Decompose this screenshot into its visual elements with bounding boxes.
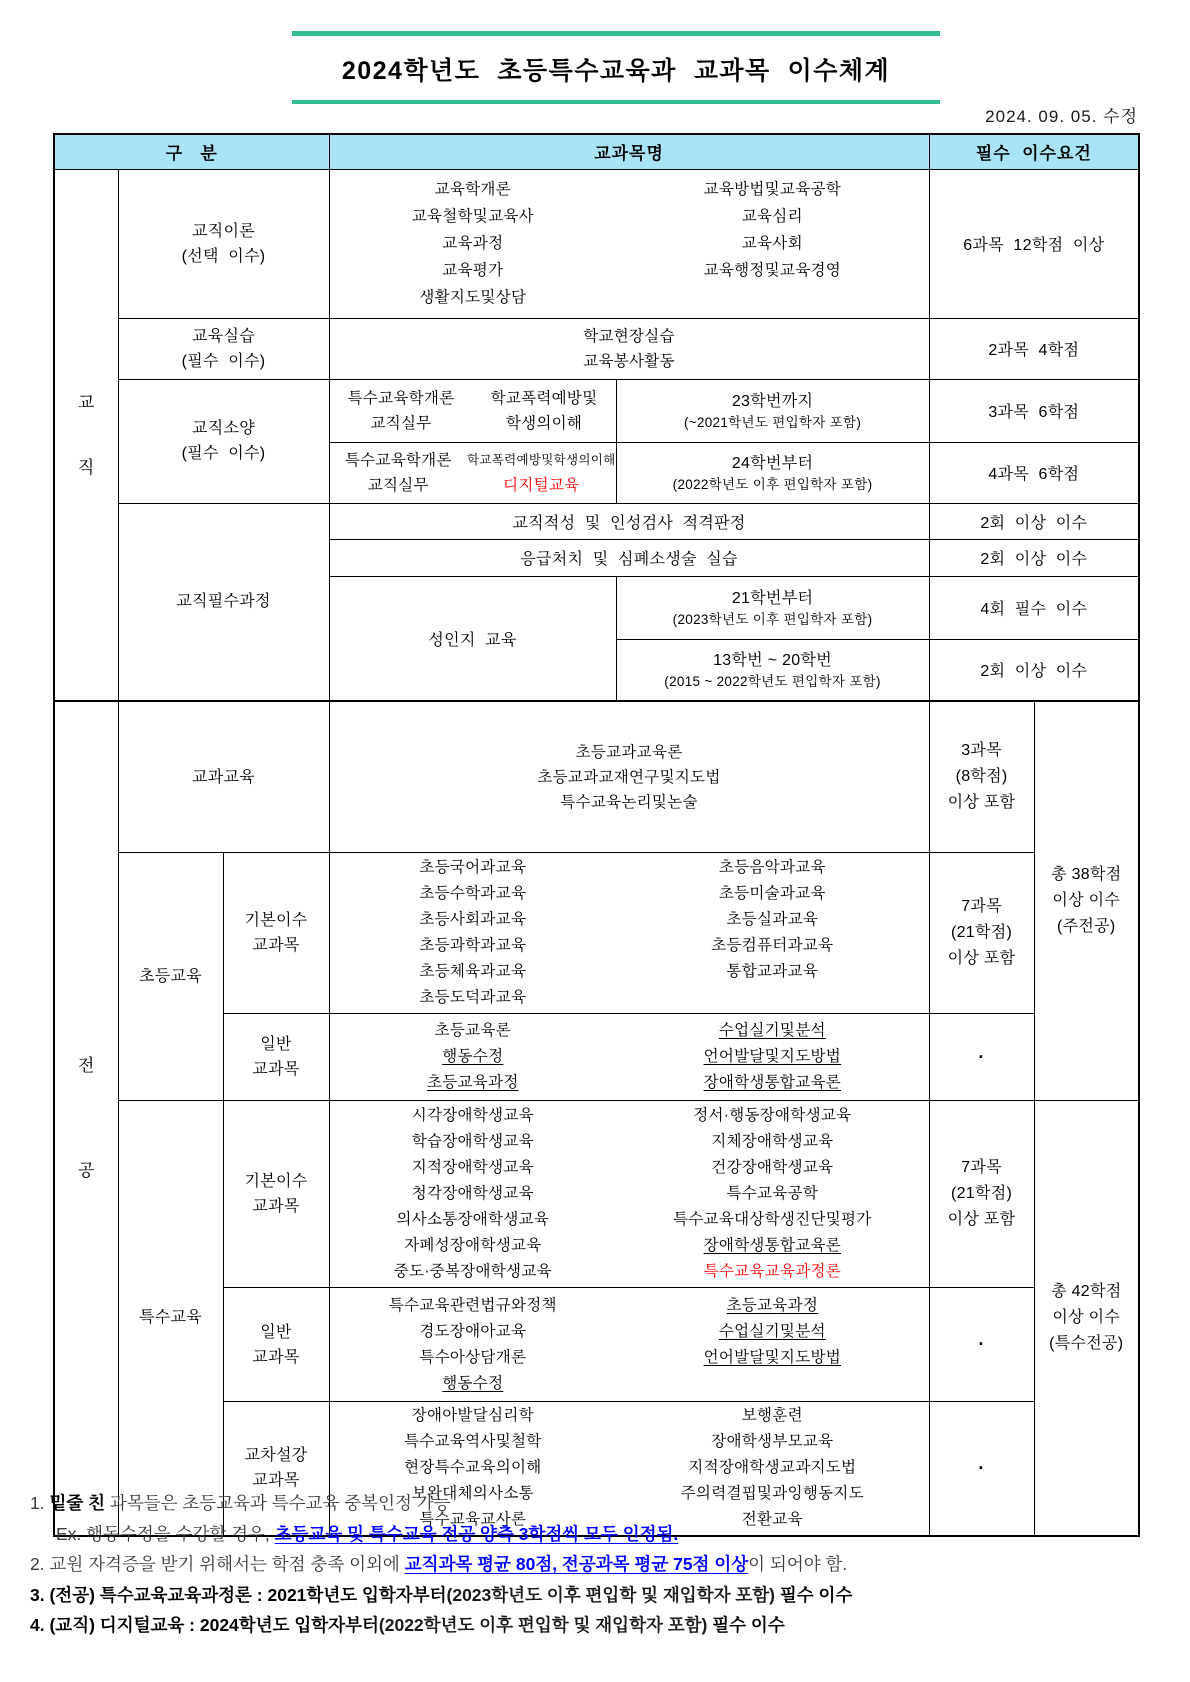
- text-line: 초등사회과교육: [419, 911, 527, 928]
- text-line: 언어발달및지도방법: [703, 1048, 842, 1065]
- text-line: 학교현장실습: [583, 327, 675, 345]
- cell-chodeung-basic-req: [929, 853, 1034, 1014]
- text-line: 교직실무: [367, 476, 429, 494]
- cell-chodeung-general-courses: [329, 1014, 929, 1101]
- text-line: 중도·중복장애학생교육: [393, 1263, 552, 1280]
- cell-cross-req: ·: [929, 1402, 1034, 1536]
- text-line: (특수전공): [1049, 1334, 1124, 1352]
- course-list-left: [330, 1103, 617, 1285]
- text-line: 교육사회: [741, 235, 803, 252]
- note-1: 1. 밑줄 친 과목들은 초등교육과 특수교육 중복인정 가능: [30, 1493, 451, 1513]
- text-line: 이상 포함: [947, 1211, 1016, 1228]
- cell-gender-course: 성인지 교육: [329, 576, 616, 701]
- text-line: 생활지도및상담: [419, 289, 527, 306]
- course-list-left: [330, 855, 617, 1011]
- text-line: 초등교육과정: [426, 1074, 519, 1091]
- curriculum-table: [53, 133, 1140, 1537]
- row-theory: [54, 169, 1139, 318]
- text-line: 초등체육과교육: [419, 963, 527, 980]
- cell-teuksu-general-req: ·: [929, 1288, 1034, 1402]
- cell-soyang-a-req: 3과목 6학점: [929, 379, 1139, 442]
- table-header-row: [54, 134, 1139, 169]
- cell-soyang-b-courses: [329, 442, 616, 503]
- text-line: 특수교육역사및철학: [404, 1433, 542, 1451]
- text-line: 기본이수: [244, 912, 308, 929]
- text-line: 수업실기및분석: [718, 1022, 826, 1039]
- cell-aptitude-req: 2회 이상 이수: [929, 503, 1139, 539]
- text-line: 교직실무: [370, 414, 432, 432]
- cell-total-main-major: [1034, 701, 1139, 1101]
- text-line: 교육방법및교육공학: [703, 181, 842, 198]
- row-teuksu-basic: [54, 1101, 1139, 1288]
- text-line: 초등교육론: [434, 1022, 511, 1039]
- text-line: 특수교육대상학생진단및평가: [673, 1211, 872, 1228]
- text-line: 교육심리: [741, 208, 803, 225]
- text-line: 기본이수: [244, 1173, 308, 1190]
- text-line: 이상 포함: [947, 950, 1016, 967]
- cell-gyogwa-courses: [329, 701, 929, 853]
- text-line: 23학번까지: [731, 393, 814, 410]
- cell-practice-label: [118, 318, 329, 379]
- text-line: 교육학개론: [434, 181, 511, 198]
- text-line: 건강장애학생교육: [711, 1159, 834, 1176]
- text-line: 교과목: [252, 1061, 300, 1078]
- text-line: 특수교육학개론: [347, 389, 455, 407]
- text-line: 지적장애학생교육: [411, 1159, 534, 1176]
- text-line: 시각장애학생교육: [411, 1107, 534, 1124]
- text-line: (21학점): [950, 924, 1013, 941]
- text-line: 특수교육공학: [726, 1185, 819, 1202]
- text-line: 초등교과교육론: [575, 743, 683, 761]
- cell-aptitude-course: 교직적성 및 인성검사 적격판정: [329, 503, 929, 539]
- text-line: 정서·행동장애학생교육: [693, 1107, 852, 1124]
- text-line: 교과목: [252, 1472, 300, 1490]
- row-soyang-a: [54, 379, 1139, 442]
- text-line: 지체장애학생교육: [711, 1133, 834, 1150]
- text-line: 장애아발달심리학: [411, 1407, 534, 1425]
- text-line: 초등교과교재연구및지도법: [537, 768, 721, 786]
- row-chodeung-basic: [54, 853, 1139, 1014]
- revision-date: 2024. 09. 05. 수정: [985, 107, 1138, 126]
- note-2: 2. 교원 자격증을 받기 위해서는 학점 충족 이외에 교직과목 평균 80점, 전공과목 평균 75점 이상이 되어야 함.: [30, 1554, 848, 1574]
- note-4: 4. (교직) 디지털교육 : 2024학년도 입학자부터(2022학년도 이후 편입학 및 재입학자 포함) 필수 이수: [30, 1615, 785, 1635]
- cell-teuksu-general-courses: [329, 1288, 929, 1402]
- text-line: 교과목: [252, 1198, 300, 1215]
- header-requirement: 필수 이수요건: [929, 134, 1139, 169]
- row-aptitude: [54, 503, 1139, 539]
- section-label-gyojik: [54, 169, 118, 701]
- text-line: 특수교육교사론: [419, 1511, 527, 1529]
- text-line: (~2021학년도 편입학자 포함): [683, 415, 862, 430]
- text-line: 일반: [260, 1323, 292, 1341]
- footnotes: [30, 1488, 1170, 1641]
- cell-gyogwa-req: [929, 701, 1034, 853]
- cell-soyang-b-req: 4과목 6학점: [929, 442, 1139, 503]
- text-line: 총 42학점: [1051, 1282, 1122, 1300]
- text-line: 교과목: [252, 937, 300, 954]
- cell-theory-courses: [329, 169, 929, 318]
- text-line: 특수교육논리및논술: [560, 793, 698, 811]
- text-line: 자폐성장애학생교육: [404, 1237, 542, 1254]
- text-line: 초등음악과교육: [718, 859, 826, 876]
- text-line: 초등국어과교육: [419, 859, 527, 876]
- row-gyogwa: [54, 701, 1139, 853]
- header-course-name: 교과목명: [329, 134, 929, 169]
- cell-teuksu-basic-label: [223, 1101, 329, 1288]
- text-line: 이상 이수: [1052, 892, 1121, 909]
- cell-soyang-a-cohort: [616, 379, 929, 442]
- cell-gender-a-req: 4회 필수 이수: [929, 576, 1139, 639]
- course-list-left: [330, 1293, 617, 1397]
- text-line: 학교폭력예방및학생의이해: [467, 452, 616, 467]
- cell-theory-label: [118, 169, 329, 318]
- text-line: 보행훈련: [741, 1407, 803, 1425]
- cell-practice-req: 2과목 4학점: [929, 318, 1139, 379]
- note-1-example: Ex. 행동수정을 수강할 경우, 초등교육 및 특수교육 전공 양측 3학점씩 모두 인정됨.: [56, 1523, 679, 1544]
- text-line: 행동수정: [442, 1374, 504, 1392]
- text-line: 현장특수교육의이해: [404, 1459, 542, 1477]
- text-line: 전환교육: [741, 1511, 803, 1529]
- cell-gyogwa-label: 교과교육: [118, 701, 329, 853]
- text-line: 의사소통장애학생교육: [396, 1211, 550, 1228]
- cell-teuksu-basic-req: [929, 1101, 1034, 1288]
- text-line: 3과목: [961, 742, 1002, 759]
- text-line: 공: [77, 1161, 95, 1181]
- text-line: 이상 포함: [947, 794, 1016, 811]
- text-line: 총 38학점: [1051, 866, 1122, 883]
- text-line: 통합교과교육: [726, 963, 819, 980]
- note-3: 3. (전공) 특수교육교육과정론 : 2021학년도 입학자부터(2023학년도 이후 편입학 및 재입학자 포함) 필수 이수: [30, 1584, 853, 1605]
- section-label-jeongong: [54, 701, 118, 1536]
- text-line: 교육봉사활동: [583, 352, 675, 370]
- cell-required-label: 교직필수과정: [118, 503, 329, 701]
- text-line: (21학점): [950, 1185, 1013, 1202]
- text-line: 교직소양: [192, 420, 256, 437]
- cell-gender-b-req: 2회 이상 이수: [929, 639, 1139, 701]
- text-line: 교육평가: [442, 262, 504, 279]
- text-line: 교육철학및교육사: [411, 208, 534, 225]
- text-line: 초등실과교육: [726, 911, 819, 928]
- text-line: 일반: [260, 1036, 292, 1053]
- cell-chodeung-label: 초등교육: [118, 853, 223, 1101]
- text-line: 주의력결핍및과잉행동지도: [680, 1485, 864, 1503]
- text-line: 장애학생부모교육: [711, 1433, 834, 1451]
- text-line: 학교폭력예방및: [490, 389, 598, 407]
- text-line: 초등과학과교육: [419, 937, 527, 954]
- cell-chodeung-general-req: ·: [929, 1014, 1034, 1101]
- text-line: 장애학생통합교육론: [703, 1074, 842, 1091]
- text-line: 이상 이수: [1052, 1308, 1121, 1326]
- text-line: 교직이론: [192, 222, 256, 240]
- text-line: (2015 ~ 2022학년도 편입학자 포함): [664, 674, 881, 690]
- cell-soyang-a-courses: [329, 379, 616, 442]
- text-line: 초등수학과교육: [419, 885, 527, 902]
- text-line: (8학점): [955, 768, 1008, 785]
- text-line: (2023학년도 이후 편입학자 포함): [672, 612, 873, 627]
- course-list-left: [330, 176, 617, 311]
- cell-firstaid-course: 응급처치 및 심폐소생술 실습: [329, 539, 929, 576]
- text-line: 초등도덕과교육: [419, 989, 527, 1006]
- row-practice: [54, 318, 1139, 379]
- text-line: 초등교육과정: [726, 1296, 819, 1314]
- course-list-right: [616, 1103, 928, 1285]
- text-line: 13학번 ~ 20학번: [713, 652, 833, 670]
- cell-teuksu-label: 특수교육: [118, 1101, 223, 1536]
- text-line: (선택 이수): [181, 247, 266, 265]
- text-line: 언어발달및지도방법: [703, 1348, 842, 1366]
- text-line: 청각장애학생교육: [411, 1185, 534, 1202]
- text-line: 21학번부터: [731, 590, 814, 607]
- cell-gender-b-cohort: [616, 639, 929, 701]
- text-line: 특수아상담개론: [419, 1348, 527, 1366]
- text-line: 학생의이해: [505, 414, 583, 432]
- text-line: 교육행정및교육경영: [703, 262, 842, 279]
- text-line: 교육과정: [442, 235, 504, 252]
- text-line: 직: [77, 457, 95, 477]
- text-line: 초등미술과교육: [718, 885, 826, 902]
- text-line: 특수교육관련법규와정책: [388, 1296, 557, 1314]
- course-list-right: [616, 176, 928, 284]
- cell-chodeung-basic-label: [223, 853, 329, 1014]
- text-line: 교과목: [252, 1348, 300, 1366]
- text-line: 전: [77, 1056, 95, 1076]
- text-line: 7과목: [961, 1159, 1002, 1176]
- cell-teuksu-basic-courses: [329, 1101, 929, 1288]
- course-list-left: [330, 1018, 617, 1096]
- course-list-right: [616, 855, 928, 985]
- text-line: 교차설강: [244, 1447, 308, 1465]
- text-line: 특수교육학개론: [344, 451, 452, 469]
- cell-gender-a-cohort: [616, 576, 929, 639]
- cell-practice-courses: [329, 318, 929, 379]
- text-line: 수업실기및분석: [718, 1322, 826, 1340]
- title-block: [292, 31, 940, 104]
- cell-theory-req: 6과목 12학점 이상: [929, 169, 1139, 318]
- text-line: 장애학생통합교육론: [703, 1237, 842, 1254]
- cell-chodeung-general-label: [223, 1014, 329, 1101]
- course-list-right: [616, 1018, 928, 1096]
- text-line: 교육실습: [192, 327, 256, 345]
- text-line: 교: [77, 392, 95, 412]
- text-line: (필수 이수): [181, 352, 266, 370]
- cell-soyang-b-cohort: [616, 442, 929, 503]
- course-list-right: [616, 1293, 928, 1371]
- cell-total-special-major: [1034, 1101, 1139, 1536]
- text-line: (주전공): [1057, 918, 1116, 935]
- text-line: 초등컴퓨터과교육: [711, 937, 834, 954]
- text-line: 경도장애아교육: [419, 1322, 527, 1340]
- text-line: 학습장애학생교육: [411, 1133, 534, 1150]
- text-line: 지적장애학생교과지도법: [688, 1459, 857, 1477]
- text-line: 24학번부터: [731, 455, 814, 472]
- text-line: (필수 이수): [181, 445, 266, 462]
- cell-soyang-label: [118, 379, 329, 503]
- title-bottom-rule: [292, 100, 940, 104]
- text-line: 행동수정: [442, 1048, 504, 1065]
- text-line: 보완대체의사소통: [411, 1485, 534, 1503]
- cell-chodeung-basic-courses: [329, 853, 929, 1014]
- page-title: 2024학년도 초등특수교육과 교과목 이수체계: [341, 57, 891, 85]
- cell-firstaid-req: 2회 이상 이수: [929, 539, 1139, 576]
- cell-teuksu-general-label: [223, 1288, 329, 1402]
- text-line: 특수교육교육과정론: [703, 1263, 842, 1280]
- text-line: 디지털교육: [503, 476, 580, 494]
- text-line: 7과목: [961, 898, 1002, 915]
- header-category: 구 분: [54, 134, 329, 169]
- text-line: (2022학년도 이후 편입학자 포함): [672, 477, 873, 492]
